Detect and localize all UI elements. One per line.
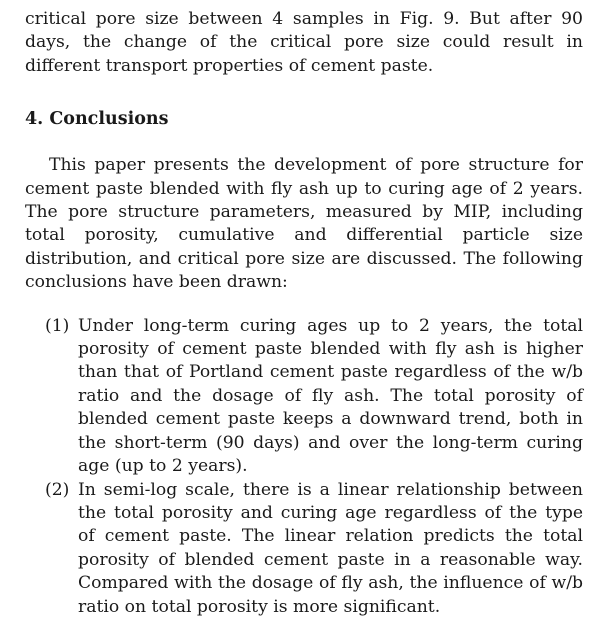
- list-item-text: In semi-log scale, there is a linear relationship between the total porosity and curing age regardless of the type of cement paste. The linear relation predicts the total porosity of blended cement paste in a reasonable way. Compared with the dosage of fly ash, the influence of w/b ratio on total porosity is more significant.: [78, 479, 583, 617]
- intro-paragraph: This paper presents the development of pore structure for cement paste blended with fly ash up to curing age of 2 years. The pore structure parameters, measured by MIP, including total porosity, cumulative and differential particle size distribution, and critical pore size are discussed. The following conclusions have been drawn:: [25, 155, 583, 293]
- list-item-text: Under long-term curing ages up to 2 years, the total porosity of cement paste blended with fly ash is higher than that of Portland cement paste regardless of the w/b ratio and the dosage of fly ash. The total porosity of blended cement paste keeps a downward trend, both in the short-term (90 days) and over the long-term curing age (up to 2 years).: [78, 315, 583, 477]
- list-item: [25, 315, 583, 479]
- list-item-number: (1): [45, 315, 70, 336]
- section-heading: 4. Conclusions: [25, 109, 169, 130]
- conclusions-list: [25, 315, 583, 619]
- continued-paragraph: critical pore size between 4 samples in Fig. 9. But after 90 days, the change of the critical pore size could result in different transport properties of cement paste.: [25, 9, 583, 76]
- page-body: [25, 8, 583, 619]
- list-item-number: (2): [45, 479, 70, 500]
